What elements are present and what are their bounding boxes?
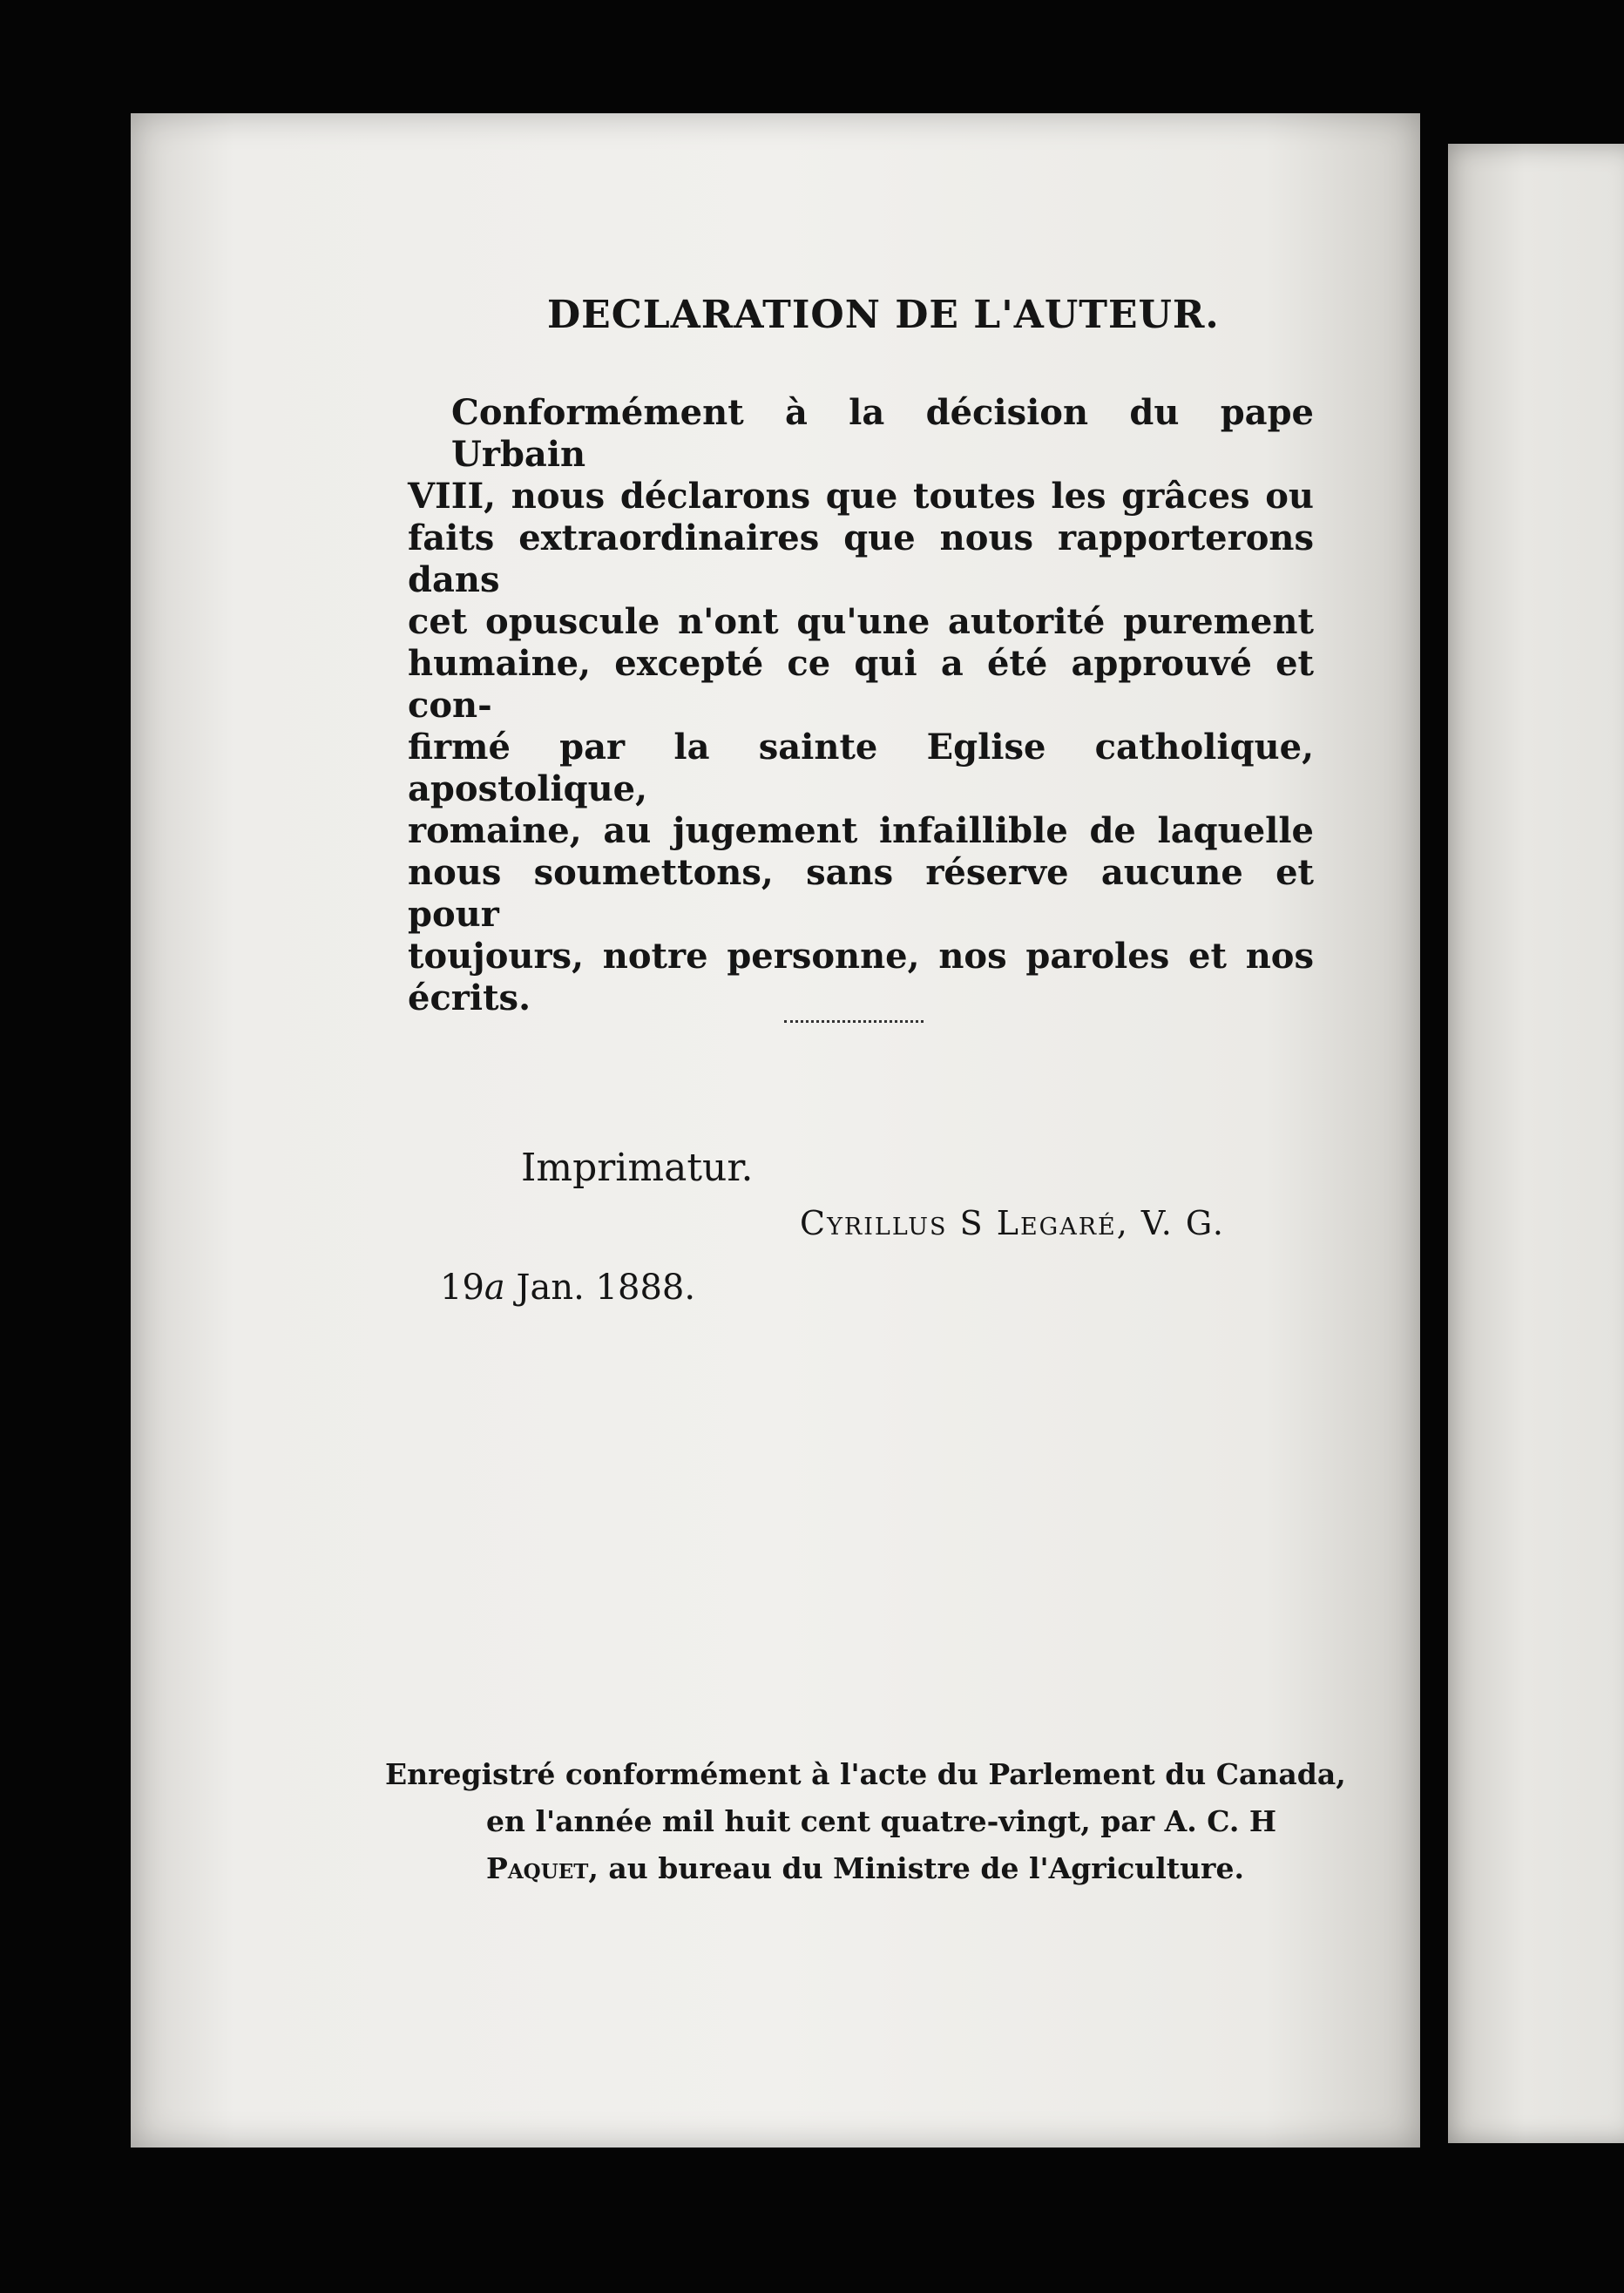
registration-line: Enregistré conformément à l'acte du Parlement du Canada, (385, 1757, 1346, 1791)
page-title: DECLARATION DE L'AUTEUR. (547, 293, 1220, 337)
registration-line (385, 1845, 1303, 1892)
declaration-line: VIII, nous déclarons que toutes les grâces ou (408, 476, 1314, 517)
date (440, 1268, 695, 1308)
signature: Cyrillus S Legaré, V. G. (800, 1204, 1225, 1242)
imprimatur-label: Imprimatur. (521, 1146, 754, 1190)
adjacent-page-edge (1448, 144, 1624, 2143)
declaration-line: firmé par la sainte Eglise catholique, apostolique, (408, 727, 1314, 809)
declaration-line: faits extraordinaires que nous rapporterons dans (408, 517, 1314, 600)
registrant-name: Paquet (486, 1851, 589, 1885)
declaration-line: écrits. (408, 977, 531, 1018)
registration-notice (385, 1751, 1346, 1892)
declaration-line: Conformément à la décision du pape Urbain (451, 392, 1314, 475)
declaration-line: nous soumettons, sans réserve aucune et pour (408, 852, 1314, 935)
declaration-line: romaine, au jugement infaillible de laquelle (408, 810, 1314, 851)
date-ordinal: a (484, 1268, 505, 1308)
registration-line-rest: , au bureau du Ministre de l'Agriculture. (588, 1851, 1244, 1885)
declaration-line: toujours, notre personne, nos paroles et nos (408, 936, 1314, 977)
registration-line: en l'année mil huit cent quatre-vingt, par A. C. H (486, 1804, 1277, 1838)
declaration-line: humaine, excepté ce qui a été approuvé et con- (408, 643, 1314, 726)
date-day: 19 (440, 1268, 484, 1308)
date-rest: Jan. 1888. (504, 1268, 696, 1308)
declaration-line: cet opuscule n'ont qu'une autorité purement (408, 601, 1314, 642)
declaration-paragraph (408, 392, 1314, 1019)
ornamental-divider (784, 1020, 924, 1026)
